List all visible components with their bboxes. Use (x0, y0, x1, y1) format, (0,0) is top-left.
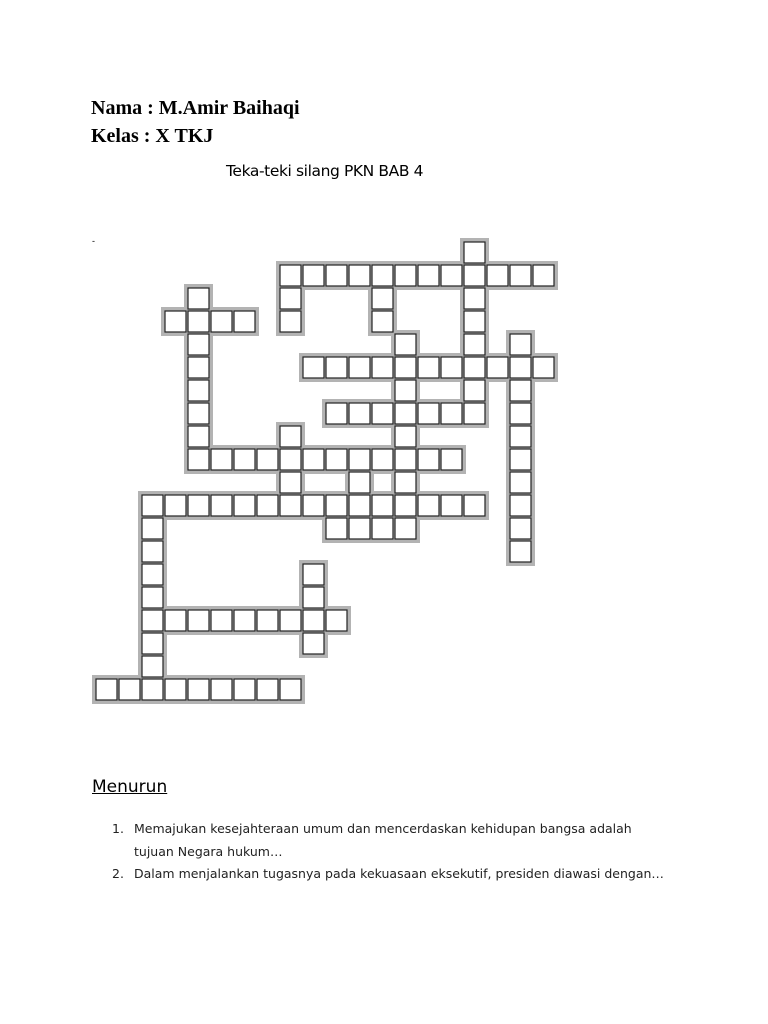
grid-cell[interactable] (441, 449, 462, 470)
grid-cell[interactable] (464, 403, 485, 424)
grid-cell[interactable] (395, 426, 416, 447)
grid-cell[interactable] (280, 472, 301, 493)
grid-cell[interactable] (441, 357, 462, 378)
grid-cell[interactable] (372, 288, 393, 309)
grid-cell[interactable] (510, 334, 531, 355)
clue-number: 2. (112, 866, 124, 881)
grid-cell[interactable] (96, 679, 117, 700)
grid-cell[interactable] (188, 288, 209, 309)
grid-cell[interactable] (142, 633, 163, 654)
grid-cell[interactable] (510, 426, 531, 447)
grid-cell[interactable] (349, 472, 370, 493)
grid-cell[interactable] (211, 311, 232, 332)
grid-cell[interactable] (349, 265, 370, 286)
grid-cell[interactable] (234, 495, 255, 516)
grid-cell[interactable] (303, 587, 324, 608)
grid-cell[interactable] (395, 334, 416, 355)
grid-cell[interactable] (464, 265, 485, 286)
clue-text: Dalam menjalankan tugasnya pada kekuasaan eksekutif, presiden diawasi dengan… (134, 866, 664, 881)
grid-cell[interactable] (280, 610, 301, 631)
grid-cell[interactable] (280, 679, 301, 700)
grid-cell[interactable] (395, 403, 416, 424)
grid-cell[interactable] (418, 449, 439, 470)
grid-cell[interactable] (142, 495, 163, 516)
grid-cell[interactable] (188, 610, 209, 631)
puzzle-title: Teka-teki silang PKN BAB 4 (226, 162, 424, 180)
grid-cell[interactable] (257, 495, 278, 516)
grid-cell[interactable] (142, 587, 163, 608)
clue-item (112, 863, 672, 886)
grid-cell[interactable] (188, 334, 209, 355)
grid-cell[interactable] (119, 679, 140, 700)
student-class-line: Kelas : X TKJ (91, 125, 214, 147)
grid-cell[interactable] (464, 288, 485, 309)
grid-cell[interactable] (418, 495, 439, 516)
grid-cell[interactable] (441, 403, 462, 424)
grid-cell[interactable] (510, 380, 531, 401)
grid-cell[interactable] (464, 495, 485, 516)
grid-cell[interactable] (188, 426, 209, 447)
grid-cell[interactable] (188, 449, 209, 470)
grid-cell[interactable] (395, 357, 416, 378)
student-name-line: Nama : M.Amir Baihaqi (91, 97, 300, 119)
grid-cell[interactable] (464, 357, 485, 378)
grid-cell[interactable] (395, 265, 416, 286)
grid-cell[interactable] (142, 610, 163, 631)
grid-cell[interactable] (487, 265, 508, 286)
grid-cell[interactable] (372, 265, 393, 286)
grid-cell[interactable] (395, 495, 416, 516)
grid-cell[interactable] (280, 288, 301, 309)
grid-cell[interactable] (349, 357, 370, 378)
grid-cell[interactable] (395, 449, 416, 470)
grid-cell[interactable] (510, 495, 531, 516)
grid-cell[interactable] (280, 426, 301, 447)
grid-cell[interactable] (464, 334, 485, 355)
grid-cell[interactable] (510, 518, 531, 539)
grid-cell[interactable] (211, 495, 232, 516)
grid-cell[interactable] (510, 403, 531, 424)
grid-cell[interactable] (188, 357, 209, 378)
grid-cell[interactable] (303, 265, 324, 286)
grid-cell[interactable] (372, 495, 393, 516)
grid-cell[interactable] (372, 403, 393, 424)
grid-cell[interactable] (188, 679, 209, 700)
grid-cell[interactable] (533, 265, 554, 286)
grid-cell[interactable] (165, 311, 186, 332)
grid-cell[interactable] (234, 679, 255, 700)
grid-cell[interactable] (441, 495, 462, 516)
grid-cell[interactable] (418, 403, 439, 424)
grid-cell[interactable] (280, 495, 301, 516)
clue-number: 1. (112, 821, 124, 836)
grid-cell[interactable] (188, 380, 209, 401)
grid-cell[interactable] (510, 472, 531, 493)
grid-cell[interactable] (418, 357, 439, 378)
grid-cell[interactable] (257, 610, 278, 631)
grid-cell[interactable] (303, 495, 324, 516)
grid-cell[interactable] (280, 311, 301, 332)
clue-text: Memajukan kesejahteraan umum dan mencerdaskan kehidupan bangsa adalah tujuan Negara hukum… (134, 821, 632, 859)
stray-mark: - (92, 236, 95, 246)
grid-cell[interactable] (142, 541, 163, 562)
grid-cell[interactable] (372, 518, 393, 539)
grid-cell[interactable] (326, 357, 347, 378)
grid-cell[interactable] (234, 449, 255, 470)
grid-cell[interactable] (464, 380, 485, 401)
grid-cell[interactable] (372, 311, 393, 332)
grid-cell[interactable] (257, 449, 278, 470)
grid-cell[interactable] (211, 679, 232, 700)
grid-cell[interactable] (464, 311, 485, 332)
grid-cell[interactable] (303, 449, 324, 470)
grid-cell[interactable] (303, 357, 324, 378)
grid-cell[interactable] (211, 449, 232, 470)
grid-cell[interactable] (303, 610, 324, 631)
grid-cell[interactable] (234, 610, 255, 631)
grid-cell[interactable] (326, 449, 347, 470)
grid-cell[interactable] (142, 656, 163, 677)
grid-cell[interactable] (326, 518, 347, 539)
grid-cell[interactable] (280, 265, 301, 286)
grid-cell[interactable] (349, 518, 370, 539)
grid-cell[interactable] (326, 610, 347, 631)
grid-cell[interactable] (510, 265, 531, 286)
grid-cell[interactable] (395, 472, 416, 493)
grid-cell[interactable] (510, 357, 531, 378)
grid-cell[interactable] (418, 265, 439, 286)
grid-cell[interactable] (395, 518, 416, 539)
grid-cell[interactable] (234, 311, 255, 332)
grid-cell[interactable] (165, 610, 186, 631)
grid-cell[interactable] (165, 495, 186, 516)
grid-cell[interactable] (326, 265, 347, 286)
grid-cell[interactable] (165, 679, 186, 700)
clue-section-heading: Menurun (92, 777, 168, 797)
grid-cell[interactable] (280, 449, 301, 470)
clue-item (112, 818, 672, 863)
grid-cell[interactable] (533, 357, 554, 378)
grid-cell[interactable] (349, 495, 370, 516)
grid-cell[interactable] (372, 449, 393, 470)
grid-cell[interactable] (303, 633, 324, 654)
grid-cell[interactable] (211, 610, 232, 631)
grid-cell[interactable] (326, 403, 347, 424)
grid-cell[interactable] (188, 495, 209, 516)
grid-cell[interactable] (487, 357, 508, 378)
grid-cell[interactable] (188, 403, 209, 424)
grid-cell[interactable] (142, 564, 163, 585)
grid-cell[interactable] (257, 679, 278, 700)
grid-cell[interactable] (303, 564, 324, 585)
grid-cell[interactable] (510, 541, 531, 562)
grid-cell[interactable] (326, 495, 347, 516)
grid-cell[interactable] (395, 380, 416, 401)
grid-cell[interactable] (142, 679, 163, 700)
grid-cell[interactable] (142, 518, 163, 539)
grid-cell[interactable] (441, 265, 462, 286)
grid-cell[interactable] (349, 449, 370, 470)
grid-cell[interactable] (372, 357, 393, 378)
grid-cell[interactable] (188, 311, 209, 332)
grid-cell[interactable] (349, 403, 370, 424)
clue-list (112, 818, 672, 886)
grid-cell[interactable] (510, 449, 531, 470)
grid-cell[interactable] (464, 242, 485, 263)
